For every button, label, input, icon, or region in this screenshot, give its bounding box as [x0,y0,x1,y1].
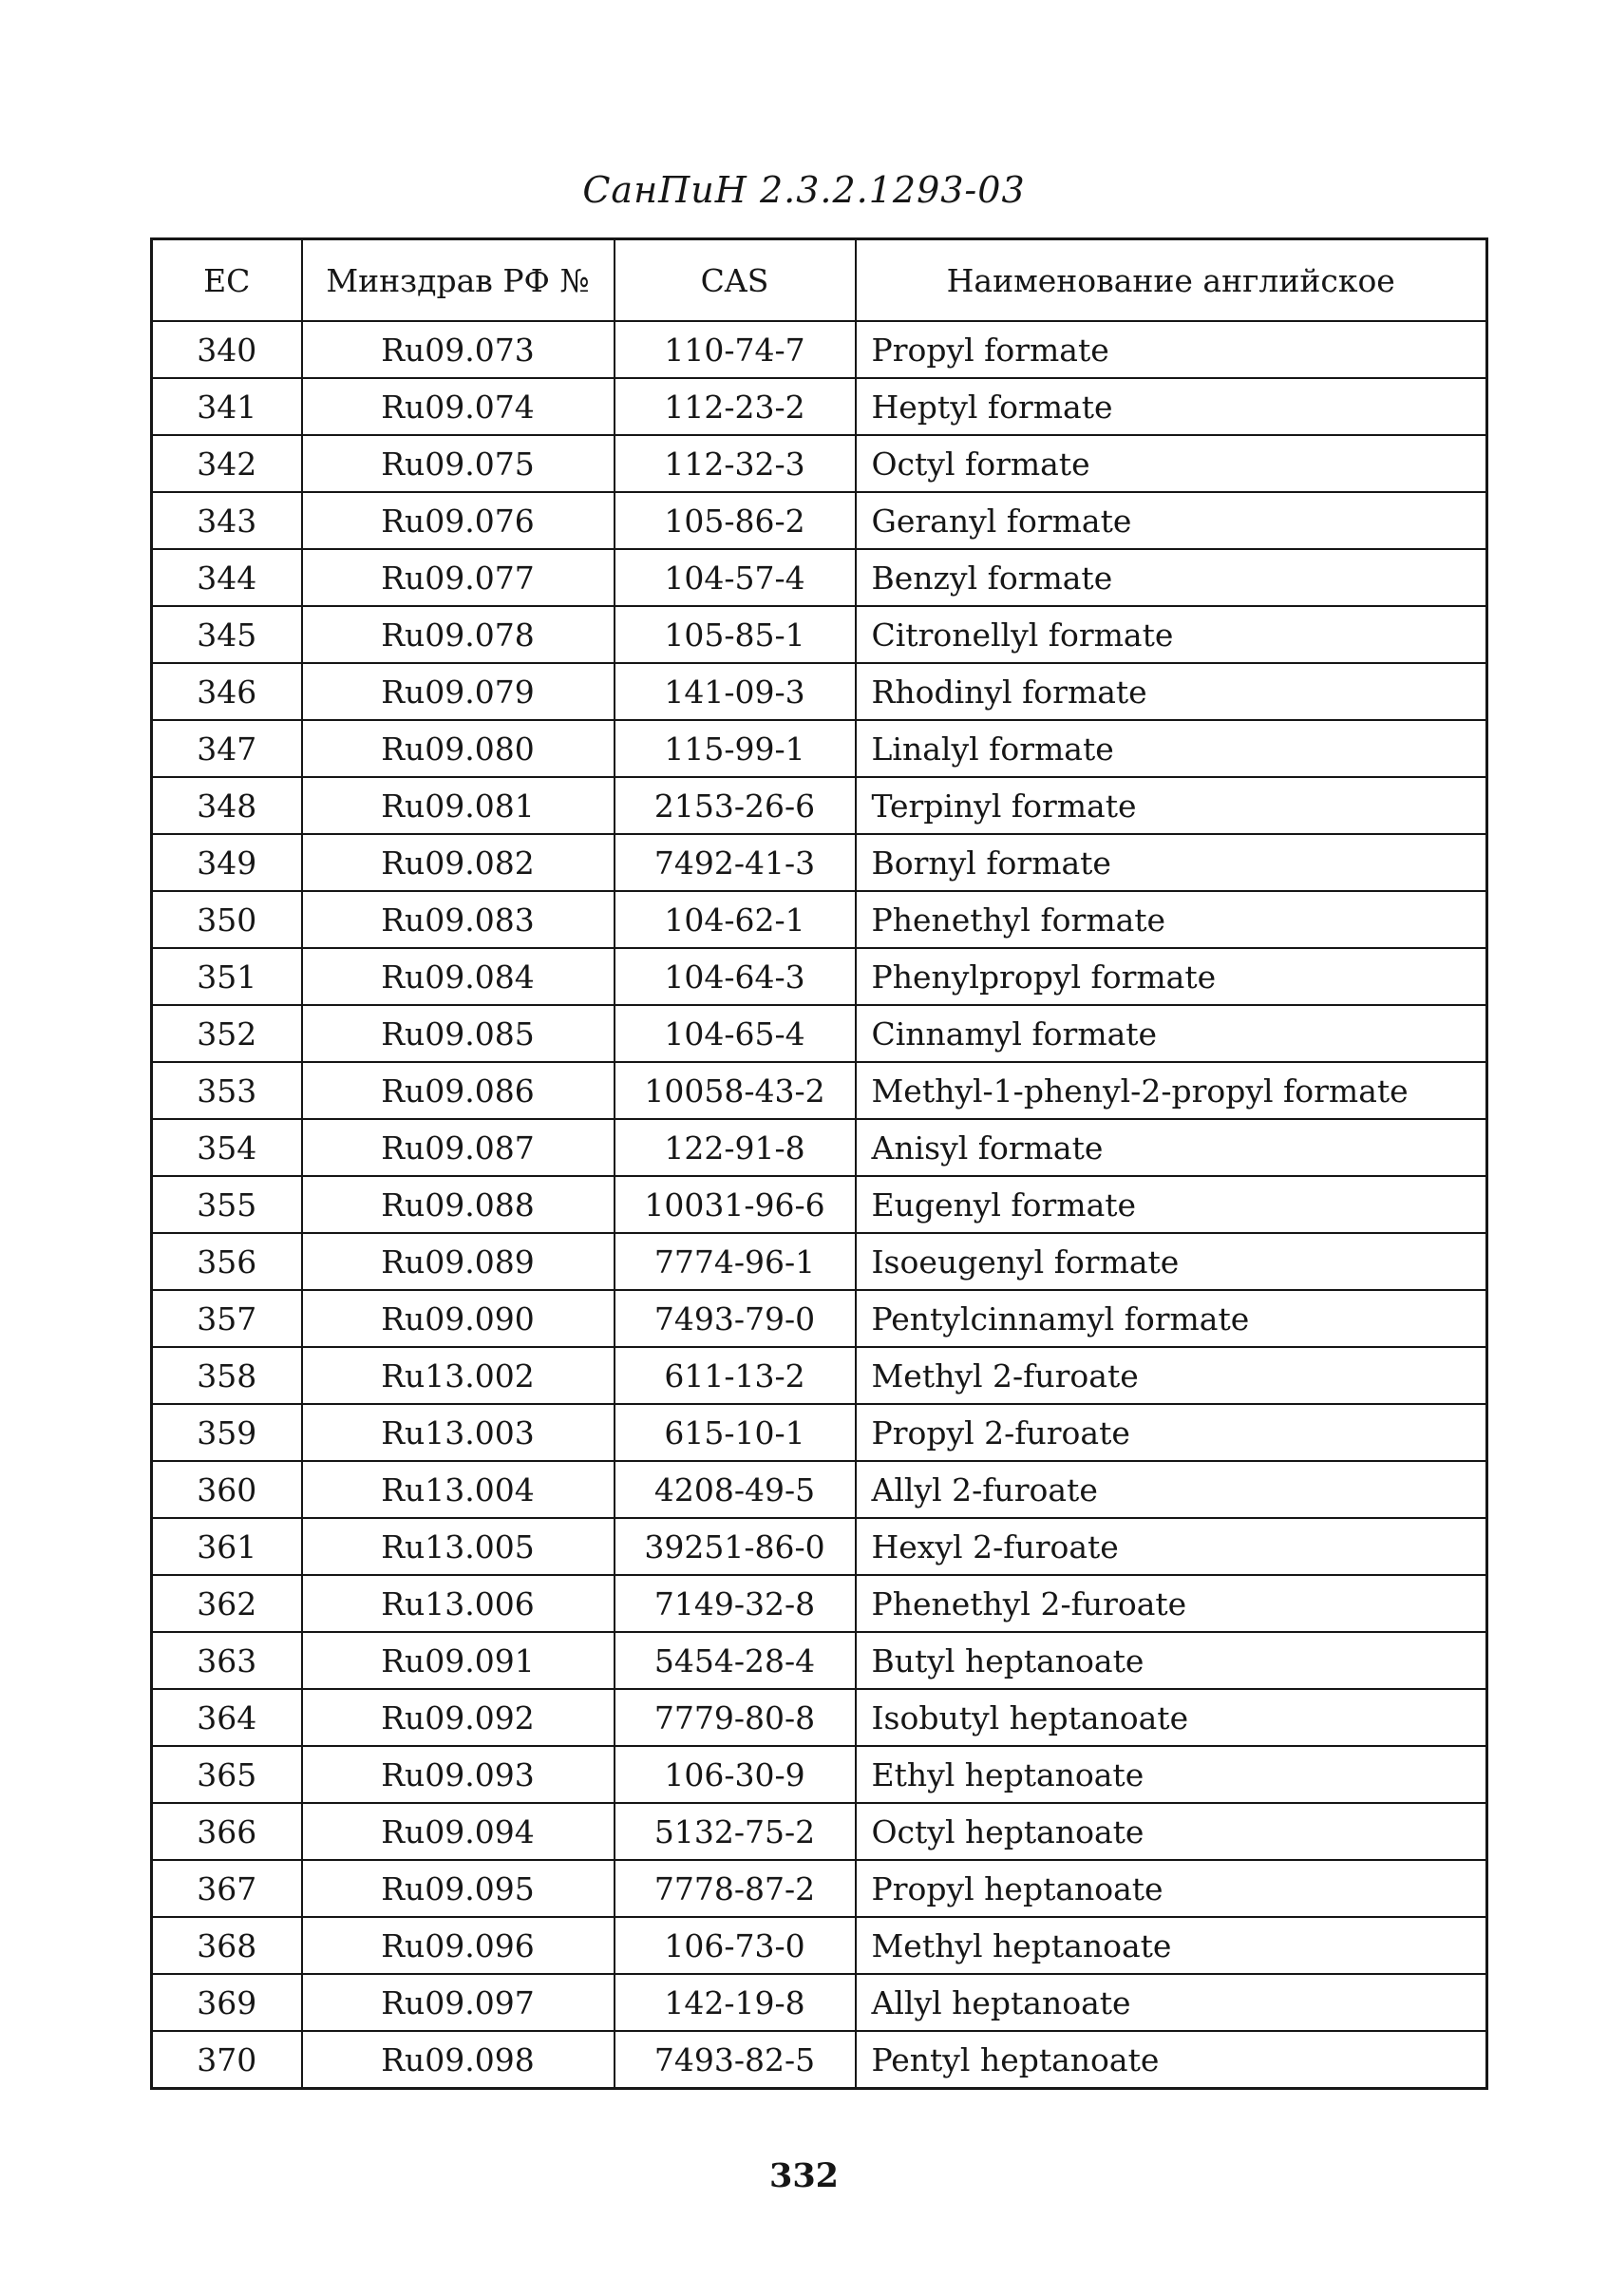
minzdrav-cell: Ru09.098 [302,2031,615,2089]
cas-cell: 7493-82-5 [615,2031,856,2089]
ec-cell: 353 [152,1062,302,1119]
name-cell: Phenylpropyl formate [856,948,1487,1005]
cas-cell: 105-86-2 [615,492,856,549]
ec-cell: 345 [152,606,302,663]
cas-cell: 106-73-0 [615,1917,856,1974]
table-row [152,1290,1487,1347]
minzdrav-cell: Ru09.088 [302,1176,615,1233]
table-row [152,1575,1487,1632]
table-row [152,1746,1487,1803]
minzdrav-cell: Ru09.089 [302,1233,615,1290]
minzdrav-cell: Ru09.080 [302,720,615,777]
minzdrav-cell: Ru09.085 [302,1005,615,1062]
minzdrav-cell: Ru13.006 [302,1575,615,1632]
table-row [152,1404,1487,1461]
minzdrav-cell: Ru13.005 [302,1518,615,1575]
minzdrav-cell: Ru09.083 [302,891,615,948]
minzdrav-cell: Ru09.090 [302,1290,615,1347]
table-row [152,1176,1487,1233]
cas-cell: 112-32-3 [615,435,856,492]
ec-cell: 342 [152,435,302,492]
cas-cell: 104-62-1 [615,891,856,948]
name-cell: Allyl 2-furoate [856,1461,1487,1518]
ec-cell: 359 [152,1404,302,1461]
table-row [152,1005,1487,1062]
cas-cell: 112-23-2 [615,378,856,435]
cas-cell: 115-99-1 [615,720,856,777]
name-cell: Rhodinyl formate [856,663,1487,720]
table-row [152,435,1487,492]
name-cell: Eugenyl formate [856,1176,1487,1233]
table-row [152,1119,1487,1176]
table-header [152,239,1487,322]
minzdrav-cell: Ru09.096 [302,1917,615,1974]
table-row [152,1062,1487,1119]
ec-cell: 362 [152,1575,302,1632]
ec-cell: 367 [152,1860,302,1917]
name-cell: Cinnamyl formate [856,1005,1487,1062]
minzdrav-cell: Ru09.094 [302,1803,615,1860]
cas-cell: 105-85-1 [615,606,856,663]
cas-cell: 104-64-3 [615,948,856,1005]
cas-cell: 110-74-7 [615,321,856,378]
column-header-ec: ЕС [152,239,302,322]
cas-cell: 10058-43-2 [615,1062,856,1119]
ec-cell: 349 [152,834,302,891]
name-cell: Allyl heptanoate [856,1974,1487,2031]
ec-cell: 363 [152,1632,302,1689]
table-row [152,720,1487,777]
table-row [152,1233,1487,1290]
cas-cell: 104-65-4 [615,1005,856,1062]
minzdrav-cell: Ru09.095 [302,1860,615,1917]
name-cell: Pentylcinnamyl formate [856,1290,1487,1347]
name-cell: Hexyl 2-furoate [856,1518,1487,1575]
name-cell: Heptyl formate [856,378,1487,435]
ec-cell: 348 [152,777,302,834]
minzdrav-cell: Ru09.076 [302,492,615,549]
name-cell: Linalyl formate [856,720,1487,777]
minzdrav-cell: Ru09.077 [302,549,615,606]
cas-cell: 10031-96-6 [615,1176,856,1233]
table-row [152,1518,1487,1575]
minzdrav-cell: Ru09.079 [302,663,615,720]
minzdrav-cell: Ru09.091 [302,1632,615,1689]
table-row [152,2031,1487,2089]
name-cell: Propyl 2-furoate [856,1404,1487,1461]
ec-cell: 365 [152,1746,302,1803]
minzdrav-cell: Ru09.074 [302,378,615,435]
minzdrav-cell: Ru09.097 [302,1974,615,2031]
cas-cell: 615-10-1 [615,1404,856,1461]
table-row [152,1860,1487,1917]
cas-cell: 611-13-2 [615,1347,856,1404]
substances-table [150,237,1488,2090]
ec-cell: 370 [152,2031,302,2089]
table-row [152,1917,1487,1974]
cas-cell: 7779-80-8 [615,1689,856,1746]
name-cell: Octyl heptanoate [856,1803,1487,1860]
column-header-name: Наименование английское [856,239,1487,322]
cas-cell: 7149-32-8 [615,1575,856,1632]
name-cell: Phenethyl formate [856,891,1487,948]
ec-cell: 364 [152,1689,302,1746]
ec-cell: 368 [152,1917,302,1974]
cas-cell: 7774-96-1 [615,1233,856,1290]
minzdrav-cell: Ru13.004 [302,1461,615,1518]
table-row [152,1689,1487,1746]
table-row [152,777,1487,834]
ec-cell: 347 [152,720,302,777]
ec-cell: 361 [152,1518,302,1575]
table-row [152,948,1487,1005]
table-row [152,606,1487,663]
minzdrav-cell: Ru09.084 [302,948,615,1005]
minzdrav-cell: Ru09.075 [302,435,615,492]
ec-cell: 340 [152,321,302,378]
name-cell: Isoeugenyl formate [856,1233,1487,1290]
cas-cell: 7778-87-2 [615,1860,856,1917]
ec-cell: 354 [152,1119,302,1176]
table-row [152,891,1487,948]
ec-cell: 346 [152,663,302,720]
table-row [152,1461,1487,1518]
name-cell: Methyl-1-phenyl-2-propyl formate [856,1062,1487,1119]
name-cell: Methyl 2-furoate [856,1347,1487,1404]
ec-cell: 343 [152,492,302,549]
cas-cell: 7493-79-0 [615,1290,856,1347]
name-cell: Pentyl heptanoate [856,2031,1487,2089]
name-cell: Terpinyl formate [856,777,1487,834]
ec-cell: 344 [152,549,302,606]
cas-cell: 106-30-9 [615,1746,856,1803]
column-header-cas: CAS [615,239,856,322]
cas-cell: 7492-41-3 [615,834,856,891]
ec-cell: 341 [152,378,302,435]
minzdrav-cell: Ru09.092 [302,1689,615,1746]
cas-cell: 39251-86-0 [615,1518,856,1575]
ec-cell: 355 [152,1176,302,1233]
table-row [152,1347,1487,1404]
table-row [152,1632,1487,1689]
ec-cell: 351 [152,948,302,1005]
minzdrav-cell: Ru09.087 [302,1119,615,1176]
name-cell: Geranyl formate [856,492,1487,549]
ec-cell: 366 [152,1803,302,1860]
table-row [152,321,1487,378]
minzdrav-cell: Ru09.078 [302,606,615,663]
name-cell: Octyl formate [856,435,1487,492]
table-row [152,834,1487,891]
cas-cell: 2153-26-6 [615,777,856,834]
ec-cell: 357 [152,1290,302,1347]
minzdrav-cell: Ru09.082 [302,834,615,891]
minzdrav-cell: Ru13.003 [302,1404,615,1461]
ec-cell: 352 [152,1005,302,1062]
minzdrav-cell: Ru09.086 [302,1062,615,1119]
table-row [152,1974,1487,2031]
cas-cell: 5132-75-2 [615,1803,856,1860]
name-cell: Isobutyl heptanoate [856,1689,1487,1746]
name-cell: Phenethyl 2-furoate [856,1575,1487,1632]
minzdrav-cell: Ru09.081 [302,777,615,834]
cas-cell: 122-91-8 [615,1119,856,1176]
ec-cell: 350 [152,891,302,948]
name-cell: Citronellyl formate [856,606,1487,663]
table-body [152,321,1487,2089]
page-number: 332 [768,2156,840,2195]
name-cell: Anisyl formate [856,1119,1487,1176]
name-cell: Propyl formate [856,321,1487,378]
ec-cell: 356 [152,1233,302,1290]
cas-cell: 104-57-4 [615,549,856,606]
table-row [152,1803,1487,1860]
ec-cell: 358 [152,1347,302,1404]
cas-cell: 4208-49-5 [615,1461,856,1518]
cas-cell: 142-19-8 [615,1974,856,2031]
document-header: СанПиН 2.3.2.1293-03 [582,169,1026,211]
cas-cell: 5454-28-4 [615,1632,856,1689]
ec-cell: 369 [152,1974,302,2031]
minzdrav-cell: Ru09.093 [302,1746,615,1803]
cas-cell: 141-09-3 [615,663,856,720]
name-cell: Bornyl formate [856,834,1487,891]
table-row [152,378,1487,435]
name-cell: Benzyl formate [856,549,1487,606]
table-row [152,549,1487,606]
column-header-minzdrav: Минздрав РФ № [302,239,615,322]
name-cell: Methyl heptanoate [856,1917,1487,1974]
table-row [152,492,1487,549]
ec-cell: 360 [152,1461,302,1518]
minzdrav-cell: Ru13.002 [302,1347,615,1404]
minzdrav-cell: Ru09.073 [302,321,615,378]
header-row [152,239,1487,322]
name-cell: Butyl heptanoate [856,1632,1487,1689]
name-cell: Ethyl heptanoate [856,1746,1487,1803]
table-row [152,663,1487,720]
name-cell: Propyl heptanoate [856,1860,1487,1917]
